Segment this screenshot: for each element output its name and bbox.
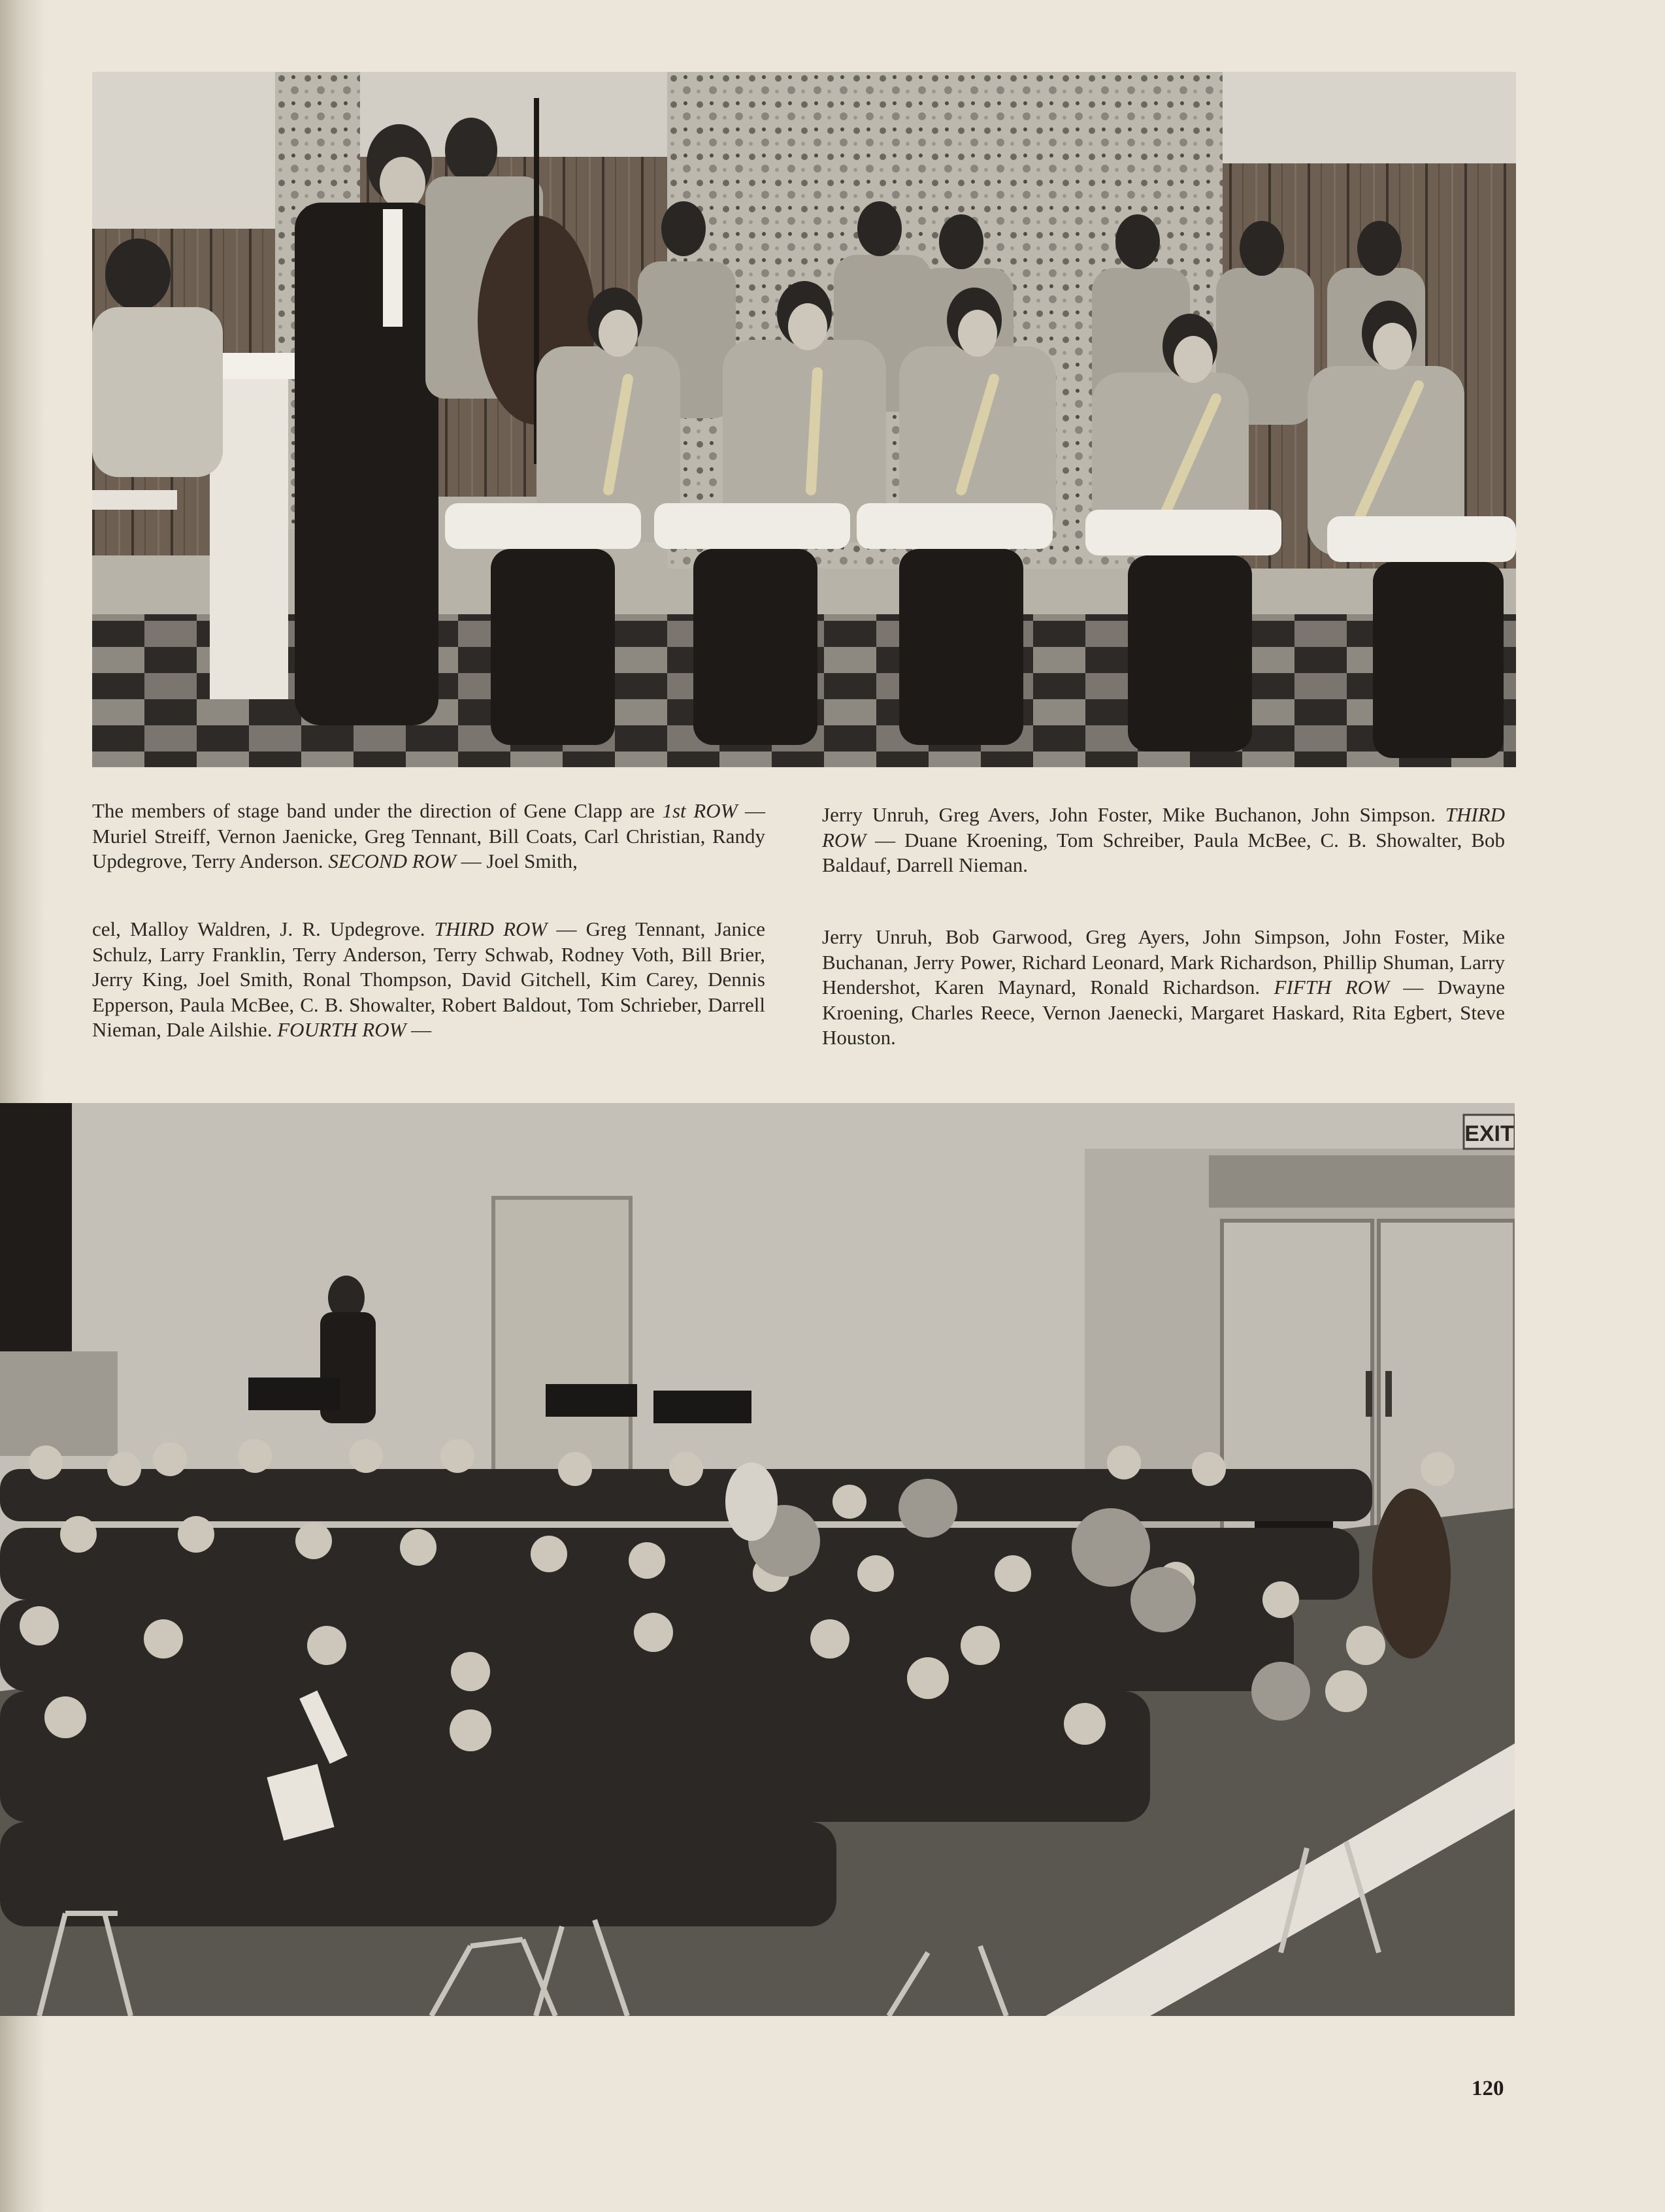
page-number: 120 <box>1472 2077 1504 2100</box>
stage-band-photo <box>92 72 1516 767</box>
caption-right-top: Jerry Unruh, Greg Avers, John Foster, Mike Buchanon, John Simpson. THIRD ROW — Duane Kroening, Tom Schreiber, Paula McBee, C. B. Showalter, Bob Baldauf, Darrell Nieman. <box>822 803 1505 876</box>
caption-left-bottom: cel, Malloy Waldren, J. R. Updegrove. THIRD ROW — Greg Tennant, Janice Schulz, Larry Franklin, Terry Anderson, Terry Schwab, Rodney Voth, Bill Brier, Jerry King, Joel Smith, Ronal Thompson, David Gitchell, Kim Carey, Dennis Epperson, Paula McBee, C. B. Showalter, Robert Baldout, Tom Schrieber, Darrell Nieman, Dale Ailshie. FOURTH ROW — <box>92 917 765 1041</box>
caption-left-top: The members of stage band under the direction of Gene Clapp are 1st ROW — Muriel Streiff, Vernon Jaenicke, Greg Tennant, Bill Coats, Carl Christian, Randy Updegrove, Terry Anderson. SECOND ROW — Joel Smith, <box>92 799 765 872</box>
exit-sign-text: EXIT <box>1464 1121 1514 1146</box>
concert-band-photo <box>0 1103 1515 2016</box>
caption-right-bottom: Jerry Unruh, Bob Garwood, Greg Ayers, John Simpson, John Foster, Mike Buchanan, Jerry Power, Richard Leonard, Mark Richardson, Phillip Shuman, Larry Hendershot, Karen Maynard, Ronald Richardson. FIFTH ROW — Dwayne Kroening, Charles Reece, Vernon Jaenecki, Margaret Haskard, Rita Egbert, Steve Houston. <box>822 925 1505 1049</box>
